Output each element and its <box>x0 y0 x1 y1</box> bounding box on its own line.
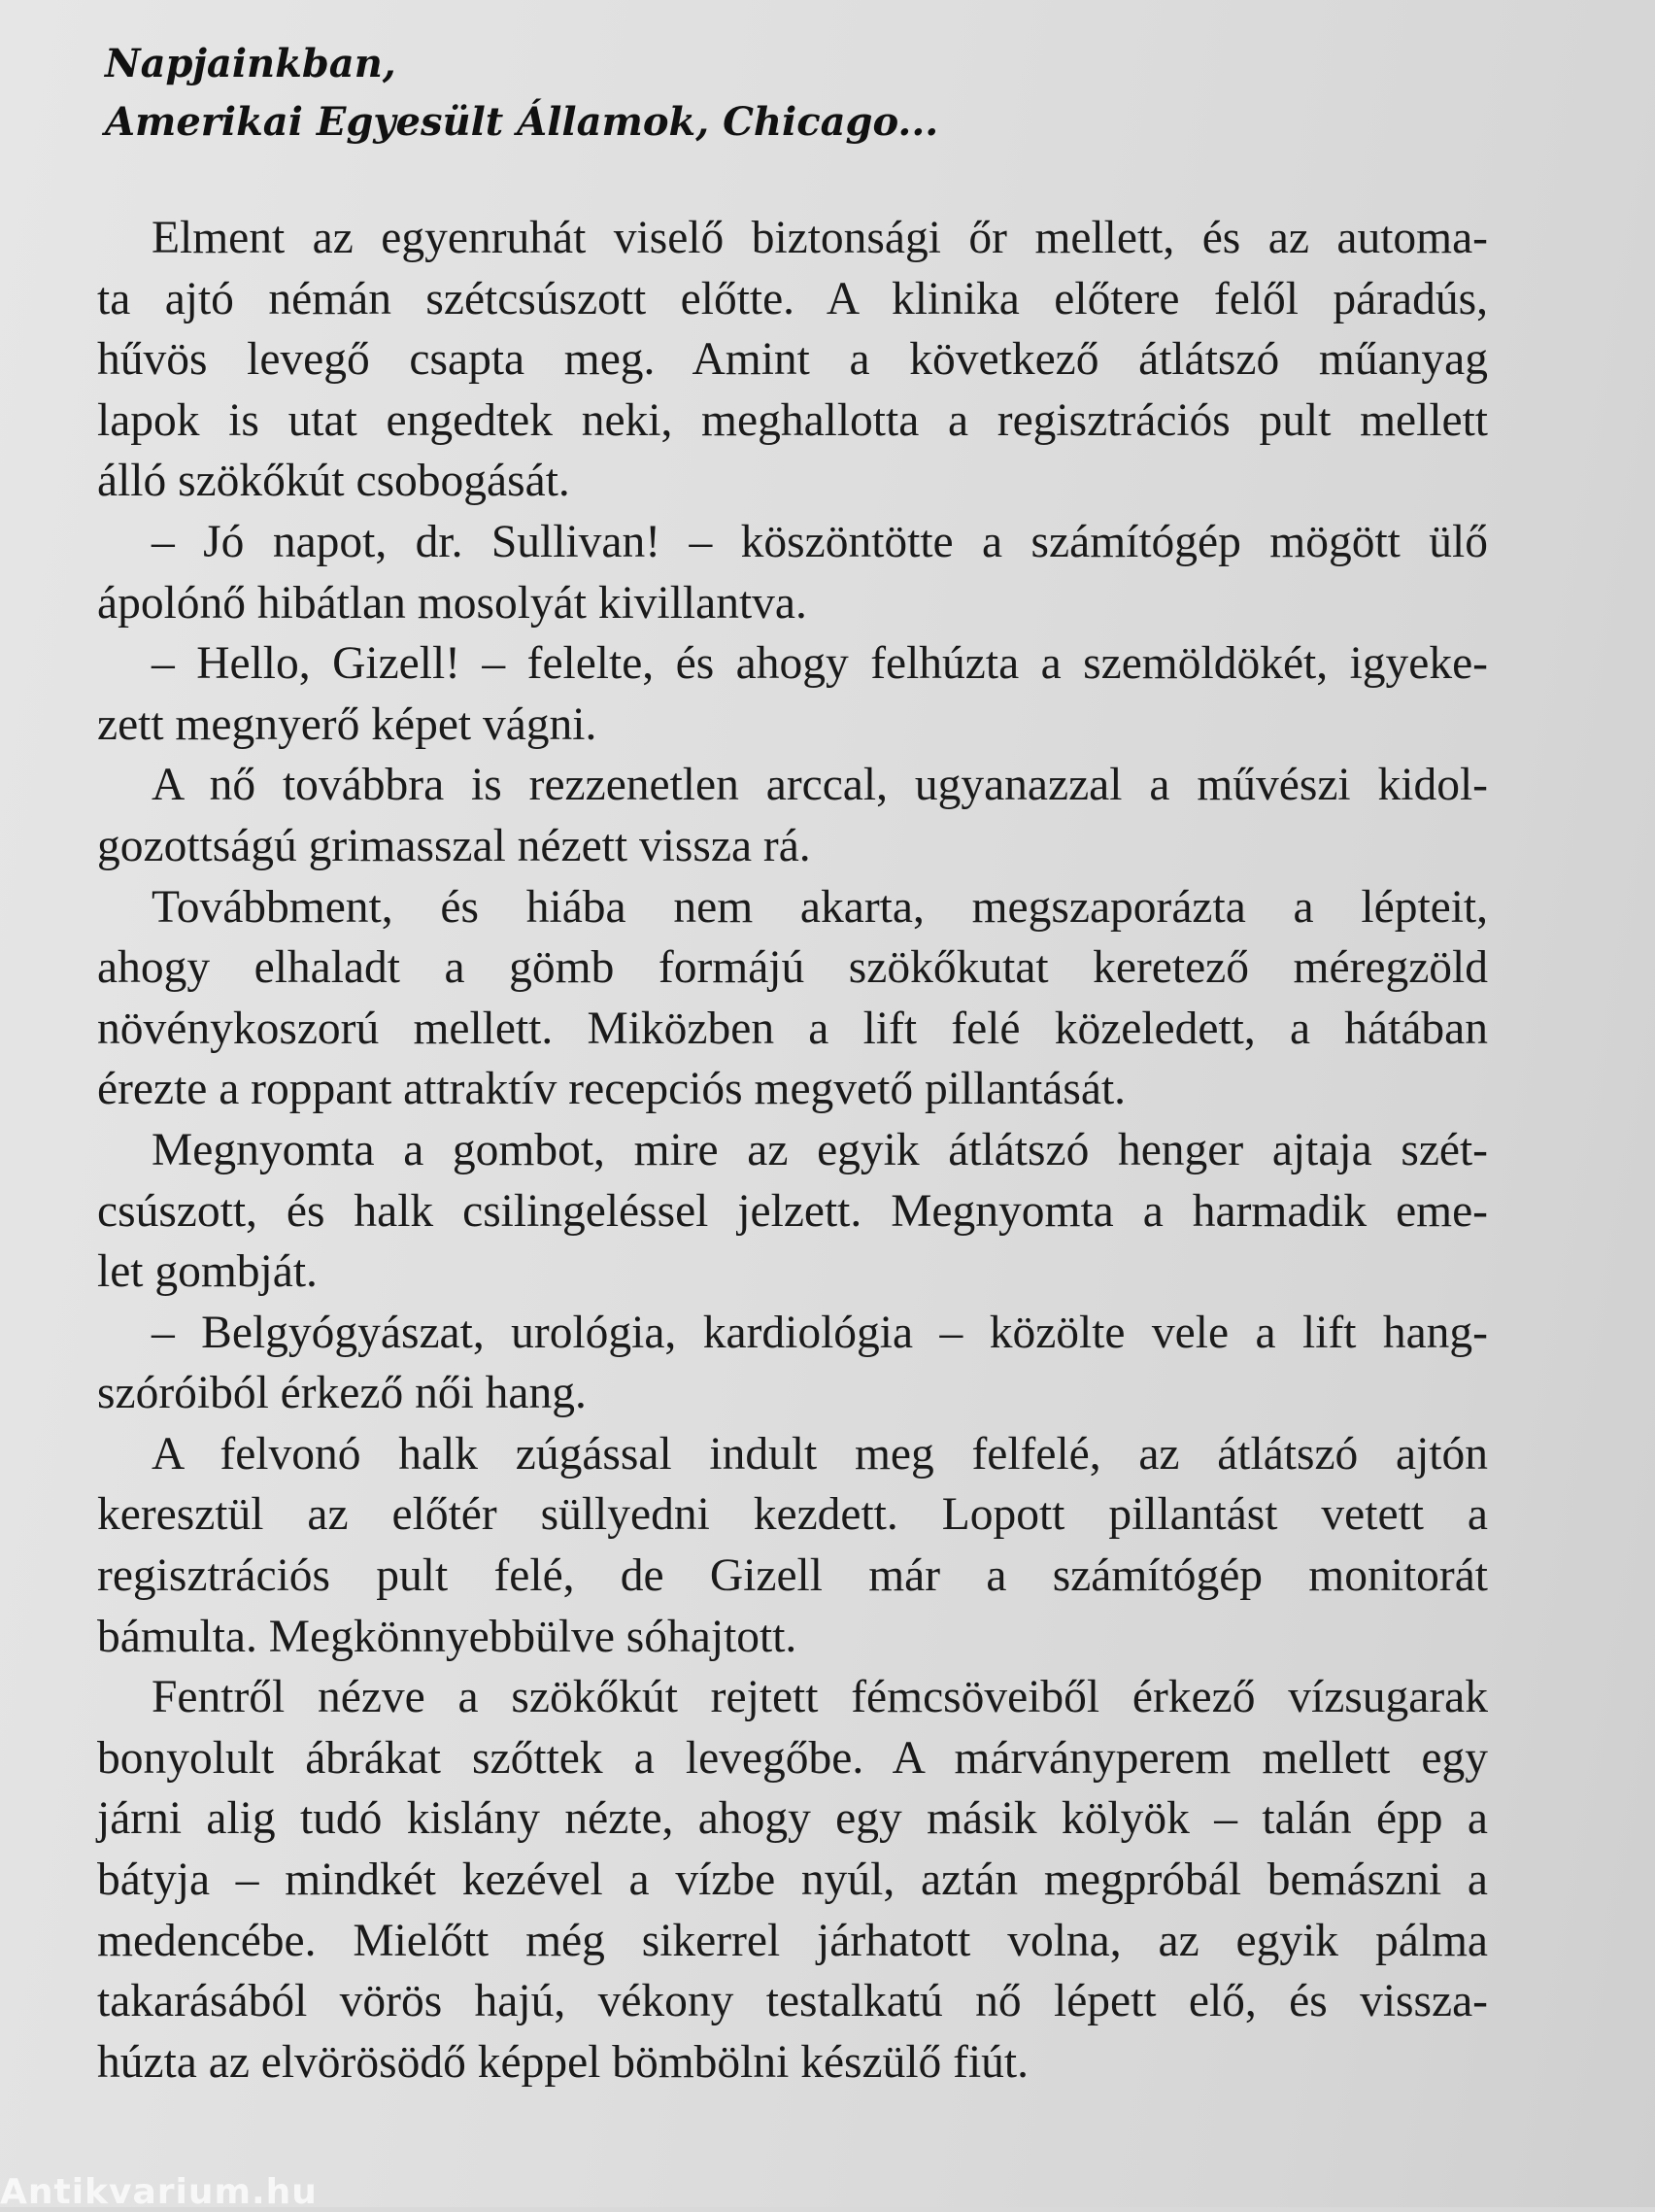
text-line: Fentről nézve a szökőkút rejtett fémcsöveiből érkező vízsugarak <box>152 1672 1488 1723</box>
text-line: lapok is utat engedtek neki, meghallotta a regisztrációs pult mellett <box>97 394 1488 446</box>
paragraph <box>97 1120 1488 1303</box>
text-line: ápolónő hibátlan mosolyát kivillantva. <box>97 577 807 629</box>
text-line: medencébe. Mielőtt még sikerrel járhatott volna, az egyik pálma <box>97 1915 1488 1966</box>
text-line: A felvonó halk zúgással indult meg felfelé, az átlátszó ajtón <box>152 1428 1488 1480</box>
text-line: gozottságú grimasszal nézett vissza rá. <box>97 820 811 871</box>
paragraph <box>97 1424 1488 1667</box>
paragraph <box>97 877 1488 1120</box>
text-line: hűvös levegő csapta meg. Amint a következő átlátszó műanyag <box>97 334 1488 386</box>
text-line: Továbbment, és hiába nem akarta, megszaporázta a lépteit, <box>152 881 1488 933</box>
paragraph <box>97 208 1488 512</box>
text-line: ta ajtó némán szétcsúszott előtte. A klinika előtere felől páradús, <box>97 273 1488 324</box>
heading-line-place: Amerikai Egyesült Államok, Chicago... <box>105 99 939 145</box>
text-line: álló szökőkút csobogását. <box>97 456 570 507</box>
text-line: bámulta. Megkönnyebbülve sóhajtott. <box>97 1611 797 1662</box>
text-line: – Hello, Gizell! – felelte, és ahogy felhúzta a szemöldökét, igyeke- <box>152 638 1488 690</box>
heading-line-time: Napjainkban, <box>105 41 396 86</box>
text-line: húzta az elvörösödő képpel bömbölni készülő fiút. <box>97 2036 1029 2088</box>
text-line: ahogy elhaladt a gömb formájú szökőkutat keretező méregzöld <box>97 942 1488 994</box>
text-line: takarásából vörös hajú, vékony testalkatú nő lépett elő, és vissza- <box>97 1976 1488 2027</box>
paragraph <box>97 1303 1488 1424</box>
paragraph <box>97 755 1488 876</box>
text-line: járni alig tudó kislány nézte, ahogy egy másik kölyök – talán épp a <box>97 1793 1488 1845</box>
chapter-heading <box>105 35 1562 152</box>
text-line: – Belgyógyászat, urológia, kardiológia – közölte vele a lift hang- <box>152 1307 1488 1358</box>
text-line: Elment az egyenruhát viselő biztonsági őr mellett, és az automa- <box>152 213 1488 263</box>
text-line: let gombját. <box>97 1246 318 1298</box>
text-line: növénykoszorú mellett. Miközben a lift felé közeledett, a hátában <box>97 1003 1488 1054</box>
text-line: A nő továbbra is rezzenetlen arccal, ugyanazzal a művészi kidol- <box>152 760 1488 811</box>
body-text <box>97 208 1488 2093</box>
text-line: – Jó napot, dr. Sullivan! – köszöntötte a számítógép mögött ülő <box>152 516 1488 567</box>
text-line: bátyja – mindkét kezével a vízbe nyúl, aztán megpróbál bemászni a <box>97 1855 1488 1906</box>
text-line: keresztül az előtér süllyedni kezdett. Lopott pillantást vetett a <box>97 1489 1488 1541</box>
watermark: Antikvarium.hu <box>0 2172 318 2212</box>
paragraph <box>97 633 1488 755</box>
text-line: csúszott, és halk csilingeléssel jelzett. Megnyomta a harmadik eme- <box>97 1185 1488 1237</box>
paragraph <box>97 512 1488 633</box>
text-line: bonyolult ábrákat szőttek a levegőbe. A márványperem mellett egy <box>97 1732 1488 1784</box>
text-line: zett megnyerő képet vágni. <box>97 698 597 750</box>
text-line: érezte a roppant attraktív recepciós megvető pillantását. <box>97 1064 1127 1115</box>
text-line: regisztrációs pult felé, de Gizell már a számítógép monitorát <box>97 1550 1488 1602</box>
text-line: Megnyomta a gombot, mire az egyik átlátszó henger ajtaja szét- <box>152 1124 1488 1175</box>
paragraph <box>97 1667 1488 2093</box>
text-line: szóróiból érkező női hang. <box>97 1368 587 1419</box>
